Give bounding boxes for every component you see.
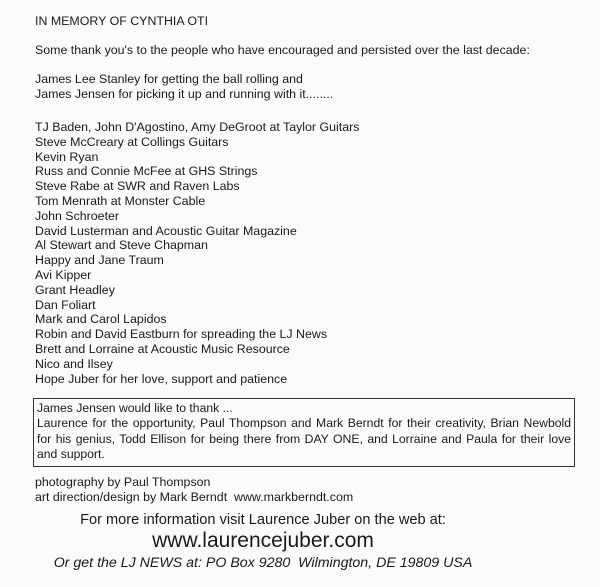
footer-info: For more information visit Laurence Juber on the web at: <box>80 512 446 528</box>
thanks-item: Dan Foliart <box>35 297 96 312</box>
thanks-item: Robin and David Eastburn for spreading the LJ News <box>35 327 328 342</box>
thanks-item: Al Stewart and Steve Chapman <box>35 238 208 253</box>
thanks-item: David Lusterman and Acoustic Guitar Magazine <box>35 223 297 238</box>
thanks-item: TJ Baden, John D'Agostino, Amy DeGroot at Taylor Guitars <box>35 120 360 134</box>
thanks-item: Hope Juber for her love, support and patience <box>35 371 288 386</box>
thanks-item: Kevin Ryan <box>35 149 99 164</box>
thanks-item: Steve McCreary at Collings Guitars <box>35 134 229 149</box>
thanks-item: Avi Kipper <box>35 267 92 282</box>
thanks-item: Tom Menrath at Monster Cable <box>35 193 206 208</box>
thanks-item: Brett and Lorraine at Acoustic Music Resource <box>35 341 290 356</box>
opening-line: James Lee Stanley for getting the ball rolling and <box>35 72 303 86</box>
thanks-item: Happy and Jane Traum <box>35 253 164 268</box>
memorial-heading: IN MEMORY OF CYNTHIA OTI <box>35 14 209 28</box>
design-credit: art direction/design by Mark Berndt www.markberndt.com <box>35 489 354 504</box>
thanks-item: Nico and Ilsey <box>35 356 113 371</box>
footer-website[interactable]: www.laurencejuber.com <box>152 529 374 552</box>
thanks-item: Steve Rabe at SWR and Raven Labs <box>35 179 240 194</box>
photography-credit: photography by Paul Thompson <box>35 475 211 489</box>
intro-text: Some thank you's to the people who have encouraged and persisted over the last decade: <box>35 43 530 57</box>
credits <box>35 475 353 505</box>
jensen-body: Laurence for the opportunity, Paul Thompson and Mark Berndt for their creativity, Brian Newbold for his genius, Todd Ellison for being there from DAY ONE, and Lorraine and Paula for their love and support. <box>37 416 571 462</box>
opening-lines <box>35 72 333 102</box>
thanks-item: Mark and Carol Lapidos <box>35 312 167 327</box>
jensen-heading: James Jensen would like to thank ... <box>37 401 233 415</box>
jensen-thanks-box <box>33 398 575 467</box>
footer-mail: Or get the LJ NEWS at: PO Box 9280 Wilmington, DE 19809 USA <box>53 555 473 571</box>
thanks-item: John Schroeter <box>35 208 120 223</box>
thanks-item: Russ and Connie McFee at GHS Strings <box>35 164 258 179</box>
thanks-list <box>35 120 359 386</box>
thanks-item: Grant Headley <box>35 282 115 297</box>
opening-line: James Jensen for picking it up and running with it........ <box>35 86 334 101</box>
